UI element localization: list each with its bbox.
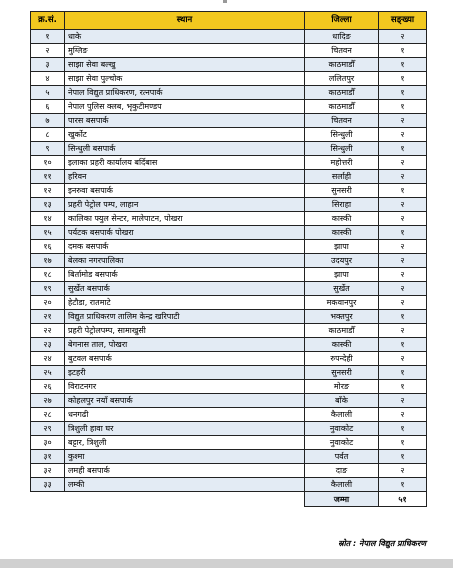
place-cell: बिर्तामोड बसपार्क: [65, 268, 305, 282]
serial-number-cell: १५: [31, 226, 65, 240]
table-row: [31, 394, 427, 408]
district-cell: मकवानपुर: [305, 296, 379, 310]
serial-number-cell: २३: [31, 338, 65, 352]
serial-number-cell: २६: [31, 380, 65, 394]
table-row: [31, 226, 427, 240]
place-cell: साझा सेवा पुल्चोक: [65, 72, 305, 86]
district-cell: काठमाडौँ: [305, 324, 379, 338]
serial-number-cell: १२: [31, 184, 65, 198]
place-cell: इलाका प्रहरी कार्यालय बर्दिबास: [65, 156, 305, 170]
table-row: [31, 86, 427, 100]
district-cell: चितवन: [305, 44, 379, 58]
count-cell: २: [379, 408, 427, 422]
district-cell: झापा: [305, 268, 379, 282]
district-cell: दाङ: [305, 464, 379, 478]
serial-number-cell: ३१: [31, 450, 65, 464]
serial-number-cell: ७: [31, 114, 65, 128]
table-row: [31, 478, 427, 492]
count-cell: २: [379, 198, 427, 212]
table-row: [31, 324, 427, 338]
district-cell: सुनसरी: [305, 184, 379, 198]
district-cell: कास्की: [305, 226, 379, 240]
table-row: [31, 114, 427, 128]
count-cell: १: [379, 310, 427, 324]
total-value: ५१: [379, 492, 427, 507]
table-row: [31, 30, 427, 44]
district-cell: सर्लाही: [305, 170, 379, 184]
place-cell: सुर्खेत बसपार्क: [65, 282, 305, 296]
serial-number-cell: २७: [31, 394, 65, 408]
serial-number-cell: ३०: [31, 436, 65, 450]
serial-number-cell: ६: [31, 100, 65, 114]
place-cell: नेपाल विद्युत प्राधिकरण, रत्नपार्क: [65, 86, 305, 100]
serial-number-cell: १४: [31, 212, 65, 226]
count-cell: २: [379, 296, 427, 310]
count-cell: १: [379, 478, 427, 492]
total-row: [31, 492, 427, 507]
serial-number-cell: २९: [31, 422, 65, 436]
count-cell: १: [379, 422, 427, 436]
place-cell: धनगढी: [65, 408, 305, 422]
total-blank-cell: [65, 492, 305, 507]
place-cell: धाके: [65, 30, 305, 44]
district-cell: सुनसरी: [305, 366, 379, 380]
table-row: [31, 422, 427, 436]
table-row: [31, 240, 427, 254]
table-row: [31, 58, 427, 72]
place-cell: प्रहरी पेट्रोलपम्प, सामाखुसी: [65, 324, 305, 338]
district-cell: मोरङ: [305, 380, 379, 394]
table-row: [31, 184, 427, 198]
count-cell: २: [379, 170, 427, 184]
place-cell: विद्युत प्राधिकरण तालिम केन्द्र खरिपाटी: [65, 310, 305, 324]
count-cell: २: [379, 128, 427, 142]
place-cell: बट्टार, त्रिशुली: [65, 436, 305, 450]
serial-number-cell: २१: [31, 310, 65, 324]
place-cell: पर्यटक बसपार्क पोखरा: [65, 226, 305, 240]
district-cell: काठमाडौँ: [305, 100, 379, 114]
place-cell: लमही बसपार्क: [65, 464, 305, 478]
table-row: [31, 464, 427, 478]
district-cell: पर्वत: [305, 450, 379, 464]
serial-number-cell: ११: [31, 170, 65, 184]
count-cell: २: [379, 156, 427, 170]
serial-number-cell: २२: [31, 324, 65, 338]
district-cell: कैलाली: [305, 408, 379, 422]
table-body: [31, 30, 427, 492]
district-cell: सुर्खेत: [305, 282, 379, 296]
header-district: जिल्ला: [305, 12, 379, 30]
table-row: [31, 338, 427, 352]
count-cell: २: [379, 394, 427, 408]
table-row: [31, 100, 427, 114]
serial-number-cell: २०: [31, 296, 65, 310]
district-cell: काठमाडौँ: [305, 58, 379, 72]
serial-number-cell: २५: [31, 366, 65, 380]
table-row: [31, 310, 427, 324]
count-cell: १: [379, 100, 427, 114]
district-cell: नुवाकोट: [305, 422, 379, 436]
bottom-bar: [0, 559, 453, 568]
place-cell: मुग्लिङ: [65, 44, 305, 58]
table-row: [31, 352, 427, 366]
district-cell: रुपन्देही: [305, 352, 379, 366]
count-cell: १: [379, 184, 427, 198]
serial-number-cell: १७: [31, 254, 65, 268]
table-row: [31, 170, 427, 184]
table-row: [31, 142, 427, 156]
table-row: [31, 72, 427, 86]
district-cell: सिन्धुली: [305, 128, 379, 142]
table-row: [31, 296, 427, 310]
serial-number-cell: २: [31, 44, 65, 58]
place-cell: दमक बसपार्क: [65, 240, 305, 254]
count-cell: १: [379, 58, 427, 72]
source-note: स्रोत : नेपाल विद्युत प्राधिकरण: [338, 539, 426, 548]
count-cell: २: [379, 254, 427, 268]
count-cell: १: [379, 366, 427, 380]
serial-number-cell: १९: [31, 282, 65, 296]
serial-number-cell: १०: [31, 156, 65, 170]
count-cell: १: [379, 44, 427, 58]
place-cell: बुटवल बसपार्क: [65, 352, 305, 366]
count-cell: १: [379, 86, 427, 100]
table-row: [31, 282, 427, 296]
district-cell: धादिङ: [305, 30, 379, 44]
table-row: [31, 436, 427, 450]
serial-number-cell: ९: [31, 142, 65, 156]
place-cell: नेपाल पुलिस क्लब, भृकुटीमण्डप: [65, 100, 305, 114]
place-cell: त्रिशुली हावा घर: [65, 422, 305, 436]
serial-number-cell: ८: [31, 128, 65, 142]
district-cell: उदयपुर: [305, 254, 379, 268]
place-cell: इनरुवा बसपार्क: [65, 184, 305, 198]
place-cell: खुर्कोट: [65, 128, 305, 142]
count-cell: २: [379, 212, 427, 226]
place-cell: कुश्मा: [65, 450, 305, 464]
count-cell: १: [379, 142, 427, 156]
table-row: [31, 408, 427, 422]
table-row: [31, 366, 427, 380]
district-cell: महोत्तरी: [305, 156, 379, 170]
total-blank-cell: [31, 492, 65, 507]
count-cell: २: [379, 282, 427, 296]
place-cell: विराटनगर: [65, 380, 305, 394]
serial-number-cell: ४: [31, 72, 65, 86]
total-label: जम्मा: [305, 492, 379, 507]
table-row: [31, 380, 427, 394]
table-row: [31, 450, 427, 464]
header-place: स्थान: [65, 12, 305, 30]
count-cell: २: [379, 240, 427, 254]
count-cell: २: [379, 30, 427, 44]
count-cell: १: [379, 436, 427, 450]
count-cell: २: [379, 464, 427, 478]
place-cell: पारस बसपार्क: [65, 114, 305, 128]
district-cell: कैलाली: [305, 478, 379, 492]
place-cell: बेलका नगरपालिका: [65, 254, 305, 268]
serial-number-cell: १३: [31, 198, 65, 212]
place-cell: साझा सेवा बल्खु: [65, 58, 305, 72]
table-row: [31, 254, 427, 268]
district-cell: झापा: [305, 240, 379, 254]
district-cell: कास्की: [305, 212, 379, 226]
place-cell: कालिका फ्युल सेन्टर, मालेपाटन, पोखरा: [65, 212, 305, 226]
serial-number-cell: १६: [31, 240, 65, 254]
place-cell: हेटौडा, रातमाटे: [65, 296, 305, 310]
place-cell: लम्की: [65, 478, 305, 492]
serial-number-cell: ५: [31, 86, 65, 100]
district-cell: चितवन: [305, 114, 379, 128]
table-header-row: [31, 12, 427, 30]
serial-number-cell: ३३: [31, 478, 65, 492]
count-cell: २: [379, 352, 427, 366]
district-cell: काठमाडौँ: [305, 86, 379, 100]
count-cell: १: [379, 338, 427, 352]
place-cell: कोहलपुर नयाँ बसपार्क: [65, 394, 305, 408]
charging-stations-table-container: [30, 11, 426, 507]
page-top-mark: [223, 0, 227, 3]
serial-number-cell: ३: [31, 58, 65, 72]
table-row: [31, 156, 427, 170]
place-cell: बेगनास ताल, पोखरा: [65, 338, 305, 352]
serial-number-cell: १८: [31, 268, 65, 282]
serial-number-cell: २८: [31, 408, 65, 422]
header-serial-number: क्र.सं.: [31, 12, 65, 30]
district-cell: नुवाकोट: [305, 436, 379, 450]
table-row: [31, 198, 427, 212]
serial-number-cell: २४: [31, 352, 65, 366]
count-cell: १: [379, 380, 427, 394]
charging-stations-table: [30, 11, 427, 507]
district-cell: भक्तपुर: [305, 310, 379, 324]
table-row: [31, 268, 427, 282]
count-cell: २: [379, 268, 427, 282]
serial-number-cell: ३२: [31, 464, 65, 478]
count-cell: १: [379, 226, 427, 240]
table-row: [31, 128, 427, 142]
district-cell: कास्की: [305, 338, 379, 352]
district-cell: बाँके: [305, 394, 379, 408]
table-row: [31, 212, 427, 226]
place-cell: इटहरी: [65, 366, 305, 380]
district-cell: सिराहा: [305, 198, 379, 212]
count-cell: १: [379, 450, 427, 464]
count-cell: २: [379, 324, 427, 338]
serial-number-cell: १: [31, 30, 65, 44]
place-cell: प्रहरी पेट्रोल पम्प, लाहान: [65, 198, 305, 212]
district-cell: सिन्धुली: [305, 142, 379, 156]
count-cell: १: [379, 72, 427, 86]
table-row: [31, 44, 427, 58]
district-cell: ललितपुर: [305, 72, 379, 86]
place-cell: हरिवन: [65, 170, 305, 184]
place-cell: सिन्धुली बसपार्क: [65, 142, 305, 156]
header-count: सङ्ख्या: [379, 12, 427, 30]
count-cell: २: [379, 114, 427, 128]
